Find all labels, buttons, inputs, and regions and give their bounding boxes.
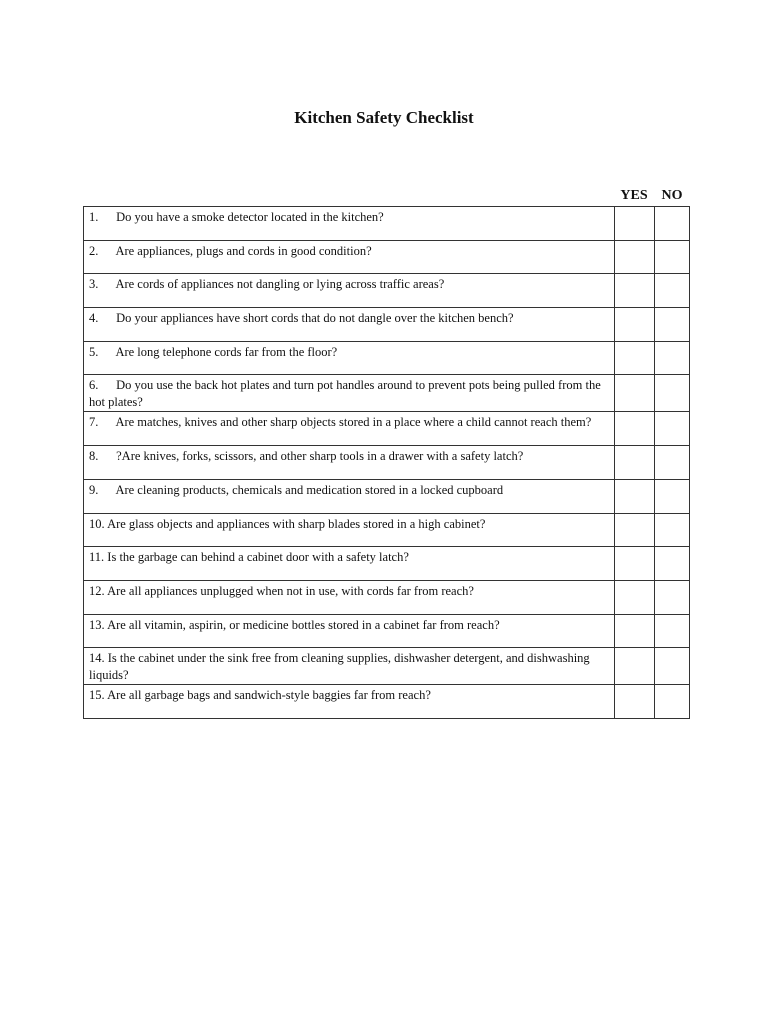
no-checkbox-cell[interactable]: [655, 240, 690, 274]
question-cell: [84, 375, 615, 412]
yes-checkbox-cell[interactable]: [615, 341, 655, 375]
checklist-row: [84, 207, 690, 241]
yes-checkbox-cell[interactable]: [615, 412, 655, 446]
checklist-row: [84, 240, 690, 274]
question-cell: [84, 240, 615, 274]
yes-checkbox-cell[interactable]: [615, 274, 655, 308]
question-text: Are long telephone cords far from the floor?: [115, 344, 338, 359]
question-number: 14.: [89, 651, 105, 666]
checklist-row: [84, 375, 690, 412]
no-checkbox-cell[interactable]: [655, 341, 690, 375]
question-number: 15.: [89, 688, 105, 703]
checklist-row: [84, 685, 690, 719]
checklist-row: [84, 648, 690, 685]
checklist-row: [84, 274, 690, 308]
no-checkbox-cell[interactable]: [655, 614, 690, 648]
question-cell: [84, 685, 615, 719]
yes-checkbox-cell[interactable]: [615, 547, 655, 581]
page-title: Kitchen Safety Checklist: [294, 108, 474, 127]
no-checkbox-cell[interactable]: [655, 412, 690, 446]
checklist-row: [84, 446, 690, 480]
no-checkbox-cell[interactable]: [655, 308, 690, 342]
no-checkbox-cell[interactable]: [655, 685, 690, 719]
no-checkbox-cell[interactable]: [655, 207, 690, 241]
checklist-body: [84, 207, 690, 719]
question-cell: [84, 412, 615, 446]
no-checkbox-cell[interactable]: [655, 580, 690, 614]
question-cell: [84, 614, 615, 648]
checklist-row: [84, 547, 690, 581]
checklist-row: [84, 580, 690, 614]
checklist-row: [84, 614, 690, 648]
yes-checkbox-cell[interactable]: [615, 375, 655, 412]
yes-checkbox-cell[interactable]: [615, 240, 655, 274]
question-cell: [84, 341, 615, 375]
question-number: 2.: [89, 243, 99, 258]
checklist-row: [84, 412, 690, 446]
checklist-row: [84, 308, 690, 342]
question-text: Are all vitamin, aspirin, or medicine bottles stored in a cabinet far from reach?: [107, 617, 500, 632]
question-text: Are all appliances unplugged when not in use, with cords far from reach?: [107, 583, 474, 598]
yes-checkbox-cell[interactable]: [615, 614, 655, 648]
yes-column-header: YES: [620, 188, 648, 203]
question-number: 13.: [89, 617, 105, 632]
yes-checkbox-cell[interactable]: [615, 513, 655, 547]
question-number: 7.: [89, 415, 99, 430]
question-cell: [84, 479, 615, 513]
no-checkbox-cell[interactable]: [655, 513, 690, 547]
no-checkbox-cell[interactable]: [655, 375, 690, 412]
no-checkbox-cell[interactable]: [655, 648, 690, 685]
question-text: Do you have a smoke detector located in the kitchen?: [116, 210, 384, 224]
question-text: Are cleaning products, chemicals and medication stored in a locked cupboard: [115, 482, 504, 497]
question-cell: [84, 513, 615, 547]
question-text: ?Are knives, forks, scissors, and other sharp tools in a drawer with a safety latch?: [116, 449, 524, 464]
question-text: Are appliances, plugs and cords in good condition?: [115, 243, 372, 258]
checklist-row: [84, 513, 690, 547]
yes-checkbox-cell[interactable]: [615, 479, 655, 513]
question-cell: [84, 274, 615, 308]
question-number: 3.: [89, 277, 99, 292]
checklist-row: [84, 479, 690, 513]
question-text: Is the cabinet under the sink free from cleaning supplies, dishwasher detergent, and dishwashing liquids?: [89, 651, 590, 683]
question-text: Are matches, knives and other sharp objects stored in a place where a child cannot reach them?: [115, 415, 592, 430]
column-headers: [614, 188, 690, 206]
question-number: 9.: [89, 482, 99, 497]
question-number: 11.: [89, 550, 105, 565]
question-cell: [84, 580, 615, 614]
yes-checkbox-cell[interactable]: [615, 308, 655, 342]
question-text: Do you use the back hot plates and turn pot handles around to prevent pots being pulled from the hot plates?: [89, 378, 601, 410]
question-number: 12.: [89, 583, 105, 598]
question-cell: [84, 446, 615, 480]
question-text: Are cords of appliances not dangling or lying across traffic areas?: [115, 277, 445, 292]
no-checkbox-cell[interactable]: [655, 274, 690, 308]
question-text: Is the garbage can behind a cabinet door with a safety latch?: [107, 550, 409, 565]
question-number: 6.: [89, 378, 99, 393]
question-cell: [84, 207, 615, 241]
question-cell: [84, 648, 615, 685]
yes-checkbox-cell[interactable]: [615, 685, 655, 719]
question-cell: [84, 547, 615, 581]
no-checkbox-cell[interactable]: [655, 547, 690, 581]
yes-checkbox-cell[interactable]: [615, 648, 655, 685]
question-text: Do your appliances have short cords that do not dangle over the kitchen bench?: [116, 311, 514, 326]
question-text: Are glass objects and appliances with sharp blades stored in a high cabinet?: [107, 516, 486, 531]
yes-checkbox-cell[interactable]: [615, 446, 655, 480]
question-number: 8.: [89, 449, 99, 464]
question-number: 10.: [89, 516, 105, 531]
yes-checkbox-cell[interactable]: [615, 207, 655, 241]
no-column-header: NO: [661, 188, 683, 203]
checklist-table: [83, 206, 690, 719]
question-number: 5.: [89, 344, 99, 359]
no-checkbox-cell[interactable]: [655, 479, 690, 513]
no-checkbox-cell[interactable]: [655, 446, 690, 480]
question-number: 4.: [89, 311, 99, 326]
question-text: Are all garbage bags and sandwich-style baggies far from reach?: [107, 688, 431, 703]
yes-checkbox-cell[interactable]: [615, 580, 655, 614]
question-number: 1.: [89, 210, 99, 224]
checklist-row: [84, 341, 690, 375]
question-cell: [84, 308, 615, 342]
